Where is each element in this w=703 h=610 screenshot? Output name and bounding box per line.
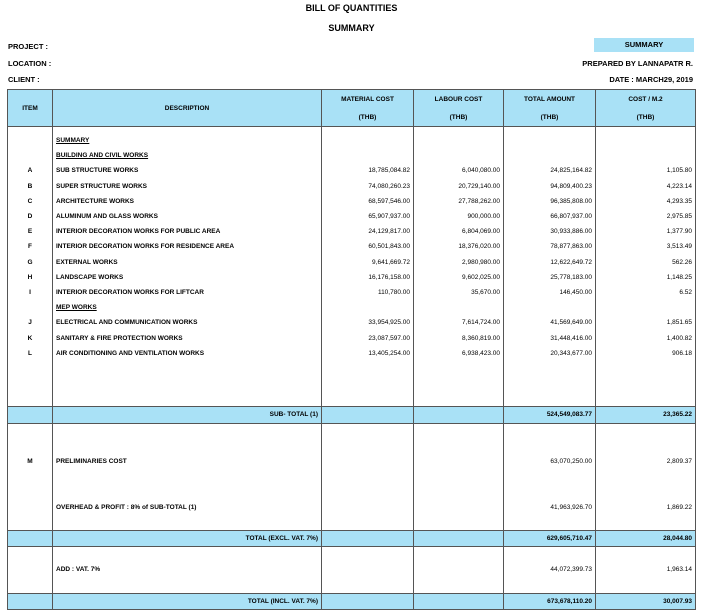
empty-cell bbox=[596, 423, 696, 439]
empty-cell bbox=[414, 593, 504, 609]
item-description: INTERIOR DECORATION WORKS FOR LIFTCAR bbox=[53, 285, 322, 300]
item-description: SANITARY & FIRE PROTECTION WORKS bbox=[53, 330, 322, 345]
location-label: LOCATION : bbox=[8, 59, 52, 68]
empty-cell bbox=[53, 484, 322, 499]
material-cost: 13,405,254.00 bbox=[322, 346, 414, 361]
empty-cell bbox=[8, 515, 53, 531]
total-amount: 24,825,164.82 bbox=[504, 163, 596, 178]
item-description: LANDSCAPE WORKS bbox=[53, 270, 322, 285]
total-amount: 41,963,926.70 bbox=[504, 500, 596, 515]
cost-per-m2: 1,400.82 bbox=[596, 330, 696, 345]
item-description: INTERIOR DECORATION WORKS FOR RESIDENCE AREA bbox=[53, 239, 322, 254]
empty-cell bbox=[414, 407, 504, 423]
empty-cell bbox=[596, 577, 696, 593]
item-description: SUPER STRUCTURE WORKS bbox=[53, 179, 322, 194]
blank-row bbox=[8, 515, 696, 531]
cost-per-m2: 2,809.37 bbox=[596, 454, 696, 469]
item-description: SUB STRUCTURE WORKS bbox=[53, 163, 322, 178]
material-cost: 24,129,817.00 bbox=[322, 224, 414, 239]
table-row bbox=[8, 270, 696, 285]
total-amount: 524,549,083.77 bbox=[504, 407, 596, 423]
table-row bbox=[8, 194, 696, 209]
summary-section-row bbox=[8, 133, 696, 148]
empty-cell bbox=[414, 562, 504, 577]
total-excl-vat-row bbox=[8, 530, 696, 546]
empty-cell bbox=[322, 593, 414, 609]
empty-cell bbox=[504, 515, 596, 531]
summary-badge: SUMMARY bbox=[594, 38, 694, 52]
material-cost: 9,641,669.72 bbox=[322, 255, 414, 270]
empty-cell bbox=[414, 469, 504, 484]
item-code: C bbox=[8, 194, 53, 209]
empty-cell bbox=[8, 133, 53, 148]
empty-cell bbox=[8, 469, 53, 484]
total-amount: 78,877,863.00 bbox=[504, 239, 596, 254]
total-incl-vat-row bbox=[8, 593, 696, 609]
empty-cell bbox=[322, 376, 414, 391]
empty-cell bbox=[322, 361, 414, 376]
item-code: E bbox=[8, 224, 53, 239]
labour-cost: 6,938,423.00 bbox=[414, 346, 504, 361]
empty-cell bbox=[322, 454, 414, 469]
cost-per-m2: 2,975.85 bbox=[596, 209, 696, 224]
item-code bbox=[8, 530, 53, 546]
empty-cell bbox=[322, 133, 414, 148]
blank-row bbox=[8, 484, 696, 499]
empty-cell bbox=[504, 547, 596, 563]
empty-cell bbox=[414, 500, 504, 515]
blank-row bbox=[8, 469, 696, 484]
empty-cell bbox=[504, 439, 596, 454]
empty-cell bbox=[8, 439, 53, 454]
empty-cell bbox=[322, 577, 414, 593]
empty-cell bbox=[414, 515, 504, 531]
table-row bbox=[8, 163, 696, 178]
empty-cell bbox=[322, 300, 414, 315]
empty-cell bbox=[504, 300, 596, 315]
client-label: CLIENT : bbox=[8, 75, 40, 84]
item-code: G bbox=[8, 255, 53, 270]
overhead-row bbox=[8, 500, 696, 515]
unit-material: (THB) bbox=[322, 108, 414, 127]
empty-cell bbox=[596, 133, 696, 148]
empty-cell bbox=[596, 484, 696, 499]
empty-cell bbox=[53, 577, 322, 593]
empty-cell bbox=[53, 439, 322, 454]
table-row bbox=[8, 330, 696, 345]
empty-cell bbox=[322, 423, 414, 439]
item-code: A bbox=[8, 163, 53, 178]
empty-cell bbox=[504, 361, 596, 376]
subtotal-row bbox=[8, 407, 696, 423]
report-date: DATE : MARCH29, 2019 bbox=[609, 75, 693, 84]
cost-per-m2: 4,223.14 bbox=[596, 179, 696, 194]
empty-cell bbox=[8, 423, 53, 439]
empty-cell bbox=[322, 515, 414, 531]
empty-cell bbox=[414, 361, 504, 376]
item-description: EXTERNAL WORKS bbox=[53, 255, 322, 270]
blank-row bbox=[8, 423, 696, 439]
cost-per-m2: 30,007.93 bbox=[596, 593, 696, 609]
col-labour: LABOUR COST bbox=[414, 90, 504, 109]
table-row bbox=[8, 285, 696, 300]
empty-cell bbox=[504, 577, 596, 593]
empty-cell bbox=[596, 300, 696, 315]
empty-cell bbox=[8, 547, 53, 563]
empty-cell bbox=[504, 376, 596, 391]
labour-cost: 6,040,080.00 bbox=[414, 163, 504, 178]
empty-cell bbox=[596, 148, 696, 163]
empty-cell bbox=[322, 500, 414, 515]
labour-cost: 7,614,724.00 bbox=[414, 315, 504, 330]
empty-cell bbox=[53, 515, 322, 531]
empty-cell bbox=[8, 391, 53, 407]
section-title: MEP WORKS bbox=[53, 300, 322, 315]
item-code bbox=[8, 562, 53, 577]
table-row bbox=[8, 224, 696, 239]
empty-cell bbox=[414, 484, 504, 499]
item-description: ALUMINUM AND GLASS WORKS bbox=[53, 209, 322, 224]
blank-row bbox=[8, 376, 696, 391]
empty-cell bbox=[8, 300, 53, 315]
empty-cell bbox=[414, 148, 504, 163]
empty-cell bbox=[414, 577, 504, 593]
empty-cell bbox=[414, 391, 504, 407]
cost-per-m2: 562.26 bbox=[596, 255, 696, 270]
empty-cell bbox=[414, 376, 504, 391]
empty-cell bbox=[322, 407, 414, 423]
item-code: J bbox=[8, 315, 53, 330]
cost-per-m2: 4,293.35 bbox=[596, 194, 696, 209]
empty-cell bbox=[322, 562, 414, 577]
page-title: BILL OF QUANTITIES bbox=[305, 3, 398, 13]
unit-labour: (THB) bbox=[414, 108, 504, 127]
blank-row bbox=[8, 361, 696, 376]
col-description: DESCRIPTION bbox=[53, 90, 322, 127]
building-section-row bbox=[8, 148, 696, 163]
empty-cell bbox=[8, 148, 53, 163]
blank-row bbox=[8, 577, 696, 593]
table-row bbox=[8, 209, 696, 224]
material-cost: 68,597,546.00 bbox=[322, 194, 414, 209]
item-code bbox=[8, 500, 53, 515]
total-amount: 31,448,416.00 bbox=[504, 330, 596, 345]
total-amount: 30,933,886.00 bbox=[504, 224, 596, 239]
row-label: ADD : VAT. 7% bbox=[53, 562, 322, 577]
col-material: MATERIAL COST bbox=[322, 90, 414, 109]
empty-cell bbox=[322, 148, 414, 163]
empty-cell bbox=[504, 484, 596, 499]
item-code: I bbox=[8, 285, 53, 300]
total-amount: 629,605,710.47 bbox=[504, 530, 596, 546]
empty-cell bbox=[596, 391, 696, 407]
col-total: TOTAL AMOUNT bbox=[504, 90, 596, 109]
item-code: F bbox=[8, 239, 53, 254]
item-code: D bbox=[8, 209, 53, 224]
empty-cell bbox=[8, 577, 53, 593]
total-amount: 41,569,649.00 bbox=[504, 315, 596, 330]
total-amount: 12,622,649.72 bbox=[504, 255, 596, 270]
row-label: TOTAL (INCL. VAT. 7%) bbox=[53, 593, 322, 609]
material-cost: 60,501,843.00 bbox=[322, 239, 414, 254]
prepared-by: PREPARED BY LANNAPATR R. bbox=[582, 59, 693, 68]
table-row bbox=[8, 179, 696, 194]
cost-per-m2: 1,851.65 bbox=[596, 315, 696, 330]
row-label: TOTAL (EXCL. VAT. 7%) bbox=[53, 530, 322, 546]
empty-cell bbox=[322, 484, 414, 499]
empty-cell bbox=[596, 376, 696, 391]
item-description: ARCHITECTURE WORKS bbox=[53, 194, 322, 209]
empty-cell bbox=[504, 469, 596, 484]
blank-row bbox=[8, 391, 696, 407]
labour-cost: 27,788,262.00 bbox=[414, 194, 504, 209]
cost-per-m2: 1,148.25 bbox=[596, 270, 696, 285]
item-code bbox=[8, 593, 53, 609]
labour-cost: 9,602,025.00 bbox=[414, 270, 504, 285]
empty-cell bbox=[322, 547, 414, 563]
empty-cell bbox=[596, 515, 696, 531]
col-cost-m2: COST / M.2 bbox=[596, 90, 696, 109]
cost-per-m2: 1,105.80 bbox=[596, 163, 696, 178]
labour-cost: 900,000.00 bbox=[414, 209, 504, 224]
empty-cell bbox=[414, 454, 504, 469]
item-code: K bbox=[8, 330, 53, 345]
empty-cell bbox=[322, 391, 414, 407]
empty-cell bbox=[414, 133, 504, 148]
empty-cell bbox=[322, 530, 414, 546]
row-label: SUB- TOTAL (1) bbox=[53, 407, 322, 423]
item-description: INTERIOR DECORATION WORKS FOR PUBLIC AREA bbox=[53, 224, 322, 239]
table-row bbox=[8, 255, 696, 270]
empty-cell bbox=[596, 439, 696, 454]
empty-cell bbox=[322, 439, 414, 454]
empty-cell bbox=[53, 423, 322, 439]
project-label: PROJECT : bbox=[8, 42, 49, 51]
table-row bbox=[8, 346, 696, 361]
empty-cell bbox=[414, 530, 504, 546]
total-amount: 63,070,250.00 bbox=[504, 454, 596, 469]
col-item: ITEM bbox=[8, 90, 53, 127]
mep-section-row bbox=[8, 300, 696, 315]
material-cost: 65,907,937.00 bbox=[322, 209, 414, 224]
empty-cell bbox=[8, 376, 53, 391]
empty-cell bbox=[322, 469, 414, 484]
empty-cell bbox=[414, 547, 504, 563]
item-code: H bbox=[8, 270, 53, 285]
cost-per-m2: 1,869.22 bbox=[596, 500, 696, 515]
empty-cell bbox=[8, 361, 53, 376]
empty-cell bbox=[504, 148, 596, 163]
boq-summary-table bbox=[7, 89, 696, 610]
item-code: M bbox=[8, 454, 53, 469]
empty-cell bbox=[53, 469, 322, 484]
unit-total: (THB) bbox=[504, 108, 596, 127]
row-label: PRELIMINARIES COST bbox=[53, 454, 322, 469]
row-label: OVERHEAD & PROFIT : 8% of SUB-TOTAL (1) bbox=[53, 500, 322, 515]
empty-cell bbox=[53, 391, 322, 407]
empty-cell bbox=[414, 300, 504, 315]
empty-cell bbox=[504, 391, 596, 407]
vat-row bbox=[8, 562, 696, 577]
empty-cell bbox=[53, 376, 322, 391]
material-cost: 16,176,158.00 bbox=[322, 270, 414, 285]
cost-per-m2: 1,377.90 bbox=[596, 224, 696, 239]
labour-cost: 20,729,140.00 bbox=[414, 179, 504, 194]
material-cost: 74,080,260.23 bbox=[322, 179, 414, 194]
cost-per-m2: 23,365.22 bbox=[596, 407, 696, 423]
material-cost: 110,780.00 bbox=[322, 285, 414, 300]
section-title: BUILDING AND CIVIL WORKS bbox=[53, 148, 322, 163]
section-title: SUMMARY bbox=[53, 133, 322, 148]
total-amount: 20,343,677.00 bbox=[504, 346, 596, 361]
total-amount: 94,809,400.23 bbox=[504, 179, 596, 194]
cost-per-m2: 3,513.49 bbox=[596, 239, 696, 254]
item-code: B bbox=[8, 179, 53, 194]
page-subtitle: SUMMARY bbox=[328, 23, 375, 33]
total-amount: 96,385,808.00 bbox=[504, 194, 596, 209]
cost-per-m2: 906.18 bbox=[596, 346, 696, 361]
labour-cost: 35,670.00 bbox=[414, 285, 504, 300]
item-code: L bbox=[8, 346, 53, 361]
empty-cell bbox=[8, 484, 53, 499]
material-cost: 18,785,084.82 bbox=[322, 163, 414, 178]
preliminaries-row bbox=[8, 454, 696, 469]
empty-cell bbox=[504, 133, 596, 148]
empty-cell bbox=[414, 439, 504, 454]
table-row bbox=[8, 315, 696, 330]
empty-cell bbox=[596, 361, 696, 376]
material-cost: 23,087,597.00 bbox=[322, 330, 414, 345]
empty-cell bbox=[504, 423, 596, 439]
item-description: AIR CONDITIONING AND VENTILATION WORKS bbox=[53, 346, 322, 361]
cost-per-m2: 1,963.14 bbox=[596, 562, 696, 577]
total-amount: 44,072,399.73 bbox=[504, 562, 596, 577]
empty-cell bbox=[596, 469, 696, 484]
blank-row bbox=[8, 439, 696, 454]
cost-per-m2: 6.52 bbox=[596, 285, 696, 300]
labour-cost: 18,376,020.00 bbox=[414, 239, 504, 254]
item-code bbox=[8, 407, 53, 423]
material-cost: 33,954,925.00 bbox=[322, 315, 414, 330]
labour-cost: 6,804,069.00 bbox=[414, 224, 504, 239]
cost-per-m2: 28,044.80 bbox=[596, 530, 696, 546]
empty-cell bbox=[53, 547, 322, 563]
labour-cost: 8,360,819.00 bbox=[414, 330, 504, 345]
item-description: ELECTRICAL AND COMMUNICATION WORKS bbox=[53, 315, 322, 330]
empty-cell bbox=[596, 547, 696, 563]
unit-cost-m2: (THB) bbox=[596, 108, 696, 127]
empty-cell bbox=[53, 361, 322, 376]
total-amount: 146,450.00 bbox=[504, 285, 596, 300]
total-amount: 673,678,110.20 bbox=[504, 593, 596, 609]
empty-cell bbox=[414, 423, 504, 439]
labour-cost: 2,980,980.00 bbox=[414, 255, 504, 270]
total-amount: 66,807,937.00 bbox=[504, 209, 596, 224]
total-amount: 25,778,183.00 bbox=[504, 270, 596, 285]
table-row bbox=[8, 239, 696, 254]
blank-row bbox=[8, 547, 696, 563]
